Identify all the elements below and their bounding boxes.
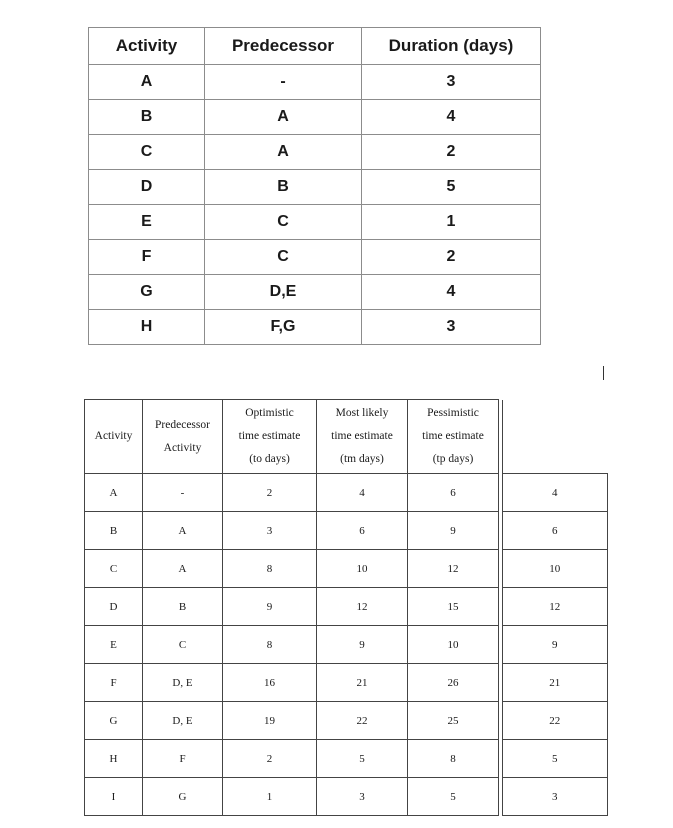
extra-value-cell: 5 (503, 740, 608, 778)
header-activity: Activity (89, 28, 205, 65)
activity-cell: A (85, 474, 143, 512)
predecessor-cell: D,E (205, 275, 362, 310)
duration-cell: 2 (362, 135, 541, 170)
activity-cell: D (89, 170, 205, 205)
header-line: (tm days) (340, 453, 384, 465)
table-row (89, 240, 541, 275)
predecessor-cell: G (143, 778, 223, 816)
pessimistic-cell: 5 (408, 778, 499, 816)
duration-cell: 1 (362, 205, 541, 240)
header-extra-blank (503, 400, 608, 474)
activity-cell: C (85, 550, 143, 588)
pessimistic-cell: 6 (408, 474, 499, 512)
extra-value-cell: 9 (503, 626, 608, 664)
activity-cell: H (85, 740, 143, 778)
header-pessimistic (408, 400, 499, 474)
header-line: Activity (163, 441, 202, 454)
header-line: (tp days) (432, 453, 474, 465)
header-predecessor-activity (143, 400, 223, 474)
header-line: Most likely (335, 407, 389, 419)
activity-cell: A (89, 65, 205, 100)
duration-cell: 4 (362, 275, 541, 310)
header-activity: Activity (85, 400, 143, 474)
pessimistic-cell: 25 (408, 702, 499, 740)
activity-cell: D (85, 588, 143, 626)
table-row (89, 135, 541, 170)
activity-cell: E (85, 626, 143, 664)
activity-cell: G (89, 275, 205, 310)
most-likely-cell: 3 (317, 778, 408, 816)
optimistic-cell: 8 (223, 626, 317, 664)
predecessor-cell: - (143, 474, 223, 512)
activity-cell: B (85, 512, 143, 550)
most-likely-cell: 12 (317, 588, 408, 626)
predecessor-cell: F (143, 740, 223, 778)
extra-value-cell: 10 (503, 550, 608, 588)
header-line: (to days) (249, 453, 290, 465)
predecessor-cell: C (143, 626, 223, 664)
duration-cell: 4 (362, 100, 541, 135)
optimistic-cell: 2 (223, 474, 317, 512)
predecessor-cell: - (205, 65, 362, 100)
pessimistic-cell: 9 (408, 512, 499, 550)
table-row (89, 170, 541, 205)
pessimistic-cell: 10 (408, 626, 499, 664)
predecessor-cell: C (205, 205, 362, 240)
duration-cell: 3 (362, 310, 541, 345)
most-likely-cell: 21 (317, 664, 408, 702)
extra-value-cell: 12 (503, 588, 608, 626)
pessimistic-cell: 26 (408, 664, 499, 702)
activity-cell: H (89, 310, 205, 345)
header-line: Pessimistic (427, 407, 479, 419)
activity-cell: G (85, 702, 143, 740)
activity-cell: E (89, 205, 205, 240)
activity-cell: F (85, 664, 143, 702)
table-row (85, 626, 608, 664)
table-row (85, 664, 608, 702)
header-line: time estimate (238, 430, 301, 442)
table-row (89, 65, 541, 100)
extra-value-cell: 22 (503, 702, 608, 740)
table-row (85, 474, 608, 512)
table-row (85, 740, 608, 778)
predecessor-cell: A (143, 512, 223, 550)
activity-cell: B (89, 100, 205, 135)
table-row (85, 588, 608, 626)
table-row (89, 275, 541, 310)
time-estimate-header-row (85, 400, 608, 474)
extra-value-cell: 6 (503, 512, 608, 550)
most-likely-cell: 6 (317, 512, 408, 550)
predecessor-cell: A (205, 135, 362, 170)
predecessor-cell: C (205, 240, 362, 275)
extra-value-cell: 4 (503, 474, 608, 512)
header-line: Optimistic (245, 407, 294, 419)
table-row (85, 778, 608, 816)
optimistic-cell: 2 (223, 740, 317, 778)
extra-value-cell: 21 (503, 664, 608, 702)
optimistic-cell: 3 (223, 512, 317, 550)
optimistic-cell: 19 (223, 702, 317, 740)
header-line: time estimate (422, 430, 484, 442)
header-optimistic (223, 400, 317, 474)
predecessor-cell: A (143, 550, 223, 588)
header-most-likely (317, 400, 408, 474)
most-likely-cell: 5 (317, 740, 408, 778)
optimistic-cell: 8 (223, 550, 317, 588)
duration-table-header-row (89, 28, 541, 65)
pessimistic-cell: 12 (408, 550, 499, 588)
time-estimate-table (84, 399, 608, 816)
predecessor-cell: D, E (143, 664, 223, 702)
optimistic-cell: 9 (223, 588, 317, 626)
table-row (89, 310, 541, 345)
most-likely-cell: 10 (317, 550, 408, 588)
predecessor-cell: D, E (143, 702, 223, 740)
predecessor-cell: B (205, 170, 362, 205)
header-predecessor: Predecessor (205, 28, 362, 65)
header-line: Predecessor (155, 418, 210, 431)
duration-cell: 3 (362, 65, 541, 100)
activity-cell: I (85, 778, 143, 816)
text-cursor-mark (603, 366, 604, 380)
most-likely-cell: 22 (317, 702, 408, 740)
duration-table (88, 27, 541, 345)
optimistic-cell: 1 (223, 778, 317, 816)
pessimistic-cell: 8 (408, 740, 499, 778)
activity-cell: F (89, 240, 205, 275)
predecessor-cell: B (143, 588, 223, 626)
predecessor-cell: F,G (205, 310, 362, 345)
table-row (85, 702, 608, 740)
table-row (89, 205, 541, 240)
most-likely-cell: 4 (317, 474, 408, 512)
table-row (89, 100, 541, 135)
most-likely-cell: 9 (317, 626, 408, 664)
header-duration: Duration (days) (362, 28, 541, 65)
duration-cell: 5 (362, 170, 541, 205)
extra-value-cell: 3 (503, 778, 608, 816)
pessimistic-cell: 15 (408, 588, 499, 626)
table-row (85, 512, 608, 550)
table-row (85, 550, 608, 588)
predecessor-cell: A (205, 100, 362, 135)
header-line: time estimate (331, 430, 393, 442)
duration-cell: 2 (362, 240, 541, 275)
activity-cell: C (89, 135, 205, 170)
optimistic-cell: 16 (223, 664, 317, 702)
